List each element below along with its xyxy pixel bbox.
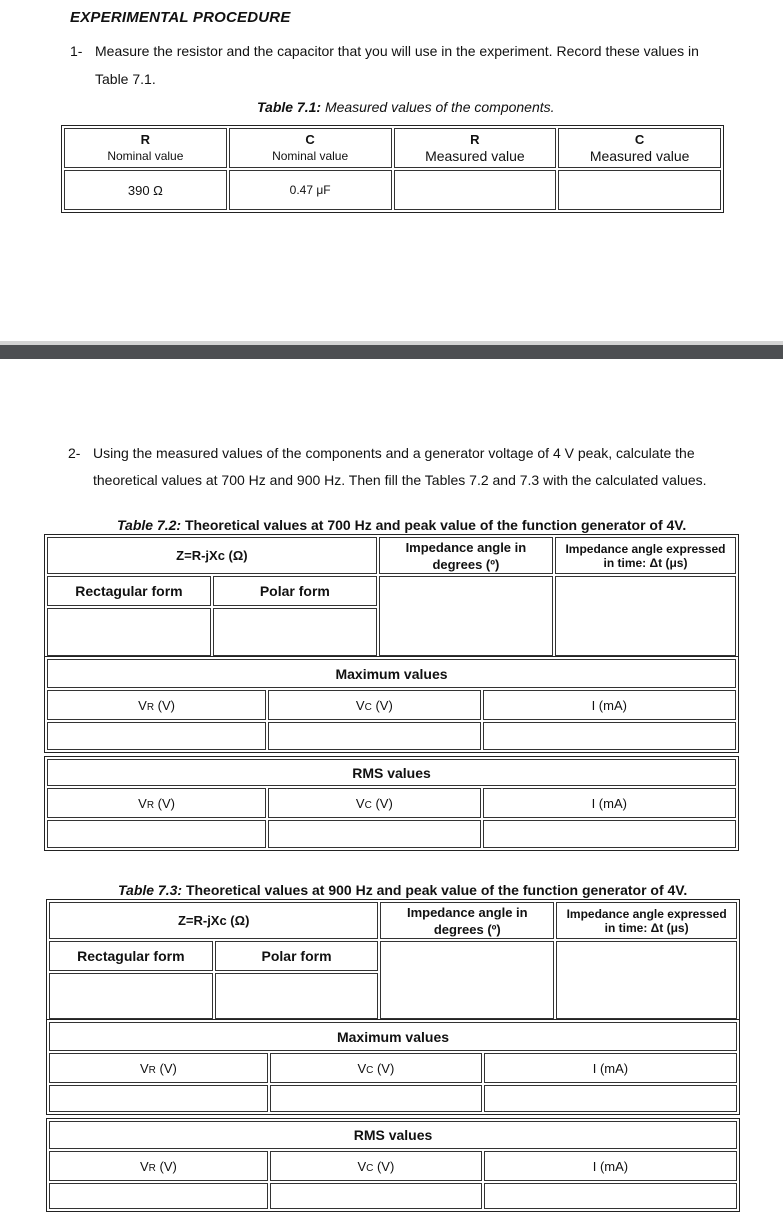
header-line: Impedance angle in — [406, 904, 528, 920]
current-cell[interactable] — [483, 722, 736, 750]
vr-cell[interactable] — [47, 722, 266, 750]
step-1-line1: Measure the resistor and the capacitor that you will use in the experiment. Record these values in — [95, 43, 699, 59]
table-7-2 — [44, 534, 739, 659]
header-line: degrees (º) — [432, 556, 500, 572]
polar-form-cell[interactable] — [213, 608, 377, 656]
v-symbol: V — [357, 1158, 367, 1174]
vc-header — [268, 690, 480, 720]
caption-text: Theoretical values at 900 Hz and peak value of the function generator of 4V. — [182, 882, 688, 898]
current-header: I (mA) — [483, 788, 736, 818]
v-subscript: R — [146, 701, 155, 713]
v-subscript: C — [366, 1064, 374, 1076]
v-unit: (V) — [371, 697, 393, 713]
header-symbol: C — [305, 132, 315, 147]
table-7-1-header — [64, 128, 227, 168]
caption-label: Table 7.3: — [118, 882, 183, 898]
step-2 — [68, 440, 768, 496]
current-cell[interactable] — [484, 1183, 737, 1209]
header-label: Measured value — [425, 148, 525, 164]
caption-label: Table 7.2: — [117, 517, 182, 533]
table-7-1-header — [229, 128, 392, 168]
header-line: Impedance angle expressed — [565, 541, 726, 556]
vc-header — [268, 788, 480, 818]
header-label: Nominal value — [107, 149, 184, 163]
header-line: Impedance angle in — [405, 539, 527, 555]
section-heading: EXPERIMENTAL PROCEDURE — [70, 9, 291, 26]
table-7-1-caption — [257, 99, 555, 115]
angle-degrees-header — [379, 537, 553, 574]
v-symbol: V — [138, 795, 147, 811]
angle-time-cell[interactable] — [556, 941, 737, 1019]
vc-header — [270, 1151, 482, 1181]
v-subscript: C — [366, 1162, 374, 1174]
polar-form-header: Polar form — [215, 941, 379, 971]
table-7-1 — [61, 125, 724, 213]
impedance-header: Z=R-jXc (Ω) — [47, 537, 377, 574]
step-2-line2: theoretical values at 700 Hz and 900 Hz. Then fill the Tables 7.2 and 7.3 with the calculated values. — [93, 472, 707, 488]
header-symbol: C — [634, 132, 645, 147]
step-2-line1: Using the measured values of the components and a generator voltage of 4 V peak, calculate the — [93, 445, 695, 461]
header-label: Nominal value — [272, 149, 349, 163]
rect-form-header: Rectagular form — [47, 576, 211, 606]
angle-degrees-cell[interactable] — [379, 576, 553, 656]
rect-form-header: Rectagular form — [49, 941, 213, 971]
angle-time-cell[interactable] — [555, 576, 736, 656]
polar-form-cell[interactable] — [215, 973, 379, 1019]
table-7-2-rms — [44, 756, 739, 851]
table-7-3-caption — [118, 882, 687, 898]
v-symbol: V — [355, 697, 365, 713]
v-subscript: R — [148, 1064, 156, 1076]
v-subscript: R — [146, 799, 155, 811]
vc-cell[interactable] — [268, 820, 480, 848]
step-1-number: 1- — [70, 43, 83, 59]
rms-values-header: RMS values — [47, 759, 736, 786]
v-unit: (V) — [154, 795, 176, 811]
angle-degrees-cell[interactable] — [380, 941, 554, 1019]
angle-degrees-header — [380, 902, 554, 939]
angle-time-header — [556, 902, 737, 939]
caption-label: Table 7.1: — [257, 99, 322, 115]
table-7-3-rms — [46, 1118, 740, 1212]
current-header: I (mA) — [484, 1053, 737, 1083]
vr-cell[interactable] — [47, 820, 266, 848]
header-label: Measured value — [589, 148, 690, 164]
table-7-3 — [46, 899, 740, 1022]
v-subscript: C — [364, 701, 372, 713]
header-symbol: R — [470, 132, 480, 147]
v-unit: (V) — [371, 795, 393, 811]
caption-text: Theoretical values at 700 Hz and peak value of the function generator of 4V. — [181, 517, 687, 533]
v-unit: (V) — [154, 697, 176, 713]
table-7-2-caption — [117, 517, 686, 533]
step-2-number: 2- — [68, 445, 81, 461]
caption-text: Measured values of the components. — [321, 99, 555, 115]
vc-cell[interactable] — [270, 1183, 482, 1209]
vr-header — [49, 1151, 268, 1181]
v-symbol: V — [140, 1158, 149, 1174]
rms-values-header: RMS values — [49, 1121, 737, 1149]
v-unit: (V) — [155, 1158, 177, 1174]
vr-header — [47, 788, 266, 818]
header-line: in time: Δt (μs) — [604, 920, 689, 935]
v-unit: (V) — [373, 1158, 395, 1174]
rect-form-cell[interactable] — [49, 973, 213, 1019]
angle-time-header — [555, 537, 736, 574]
rect-form-cell[interactable] — [47, 608, 211, 656]
maximum-values-header: Maximum values — [47, 659, 736, 688]
header-line: degrees (º) — [433, 921, 501, 937]
table-7-1-cell[interactable] — [394, 170, 557, 210]
v-unit: (V) — [155, 1060, 177, 1076]
page-break-divider — [0, 345, 783, 359]
table-7-1-header — [394, 128, 557, 168]
v-unit: (V) — [373, 1060, 395, 1076]
table-7-3-maximum — [46, 1019, 740, 1115]
current-cell[interactable] — [484, 1085, 737, 1112]
v-symbol: V — [355, 795, 365, 811]
header-symbol: R — [140, 132, 151, 147]
v-subscript: C — [364, 799, 372, 811]
vr-cell[interactable] — [49, 1183, 268, 1209]
vr-header — [49, 1053, 268, 1083]
vc-cell[interactable] — [270, 1085, 482, 1112]
table-7-1-cell[interactable]: 390 Ω — [64, 170, 227, 210]
maximum-values-header: Maximum values — [49, 1022, 737, 1051]
vr-header — [47, 690, 266, 720]
table-7-1-cell[interactable]: 0.47 μF — [229, 170, 392, 210]
vc-cell[interactable] — [268, 722, 480, 750]
v-symbol: V — [357, 1060, 367, 1076]
impedance-header: Z=R-jXc (Ω) — [49, 902, 378, 939]
step-1-line2: Table 7.1. — [95, 71, 156, 87]
current-header: I (mA) — [484, 1151, 737, 1181]
polar-form-header: Polar form — [213, 576, 377, 606]
step-1 — [70, 38, 770, 94]
v-subscript: R — [148, 1162, 156, 1174]
v-symbol: V — [140, 1060, 149, 1076]
table-7-2-maximum — [44, 656, 739, 753]
current-cell[interactable] — [483, 820, 736, 848]
vc-header — [270, 1053, 482, 1083]
v-symbol: V — [138, 697, 147, 713]
header-line: Impedance angle expressed — [566, 906, 727, 921]
table-7-1-header — [558, 128, 721, 168]
current-header: I (mA) — [483, 690, 736, 720]
vr-cell[interactable] — [49, 1085, 268, 1112]
table-7-1-cell[interactable] — [558, 170, 721, 210]
header-line: in time: Δt (μs) — [603, 555, 688, 570]
